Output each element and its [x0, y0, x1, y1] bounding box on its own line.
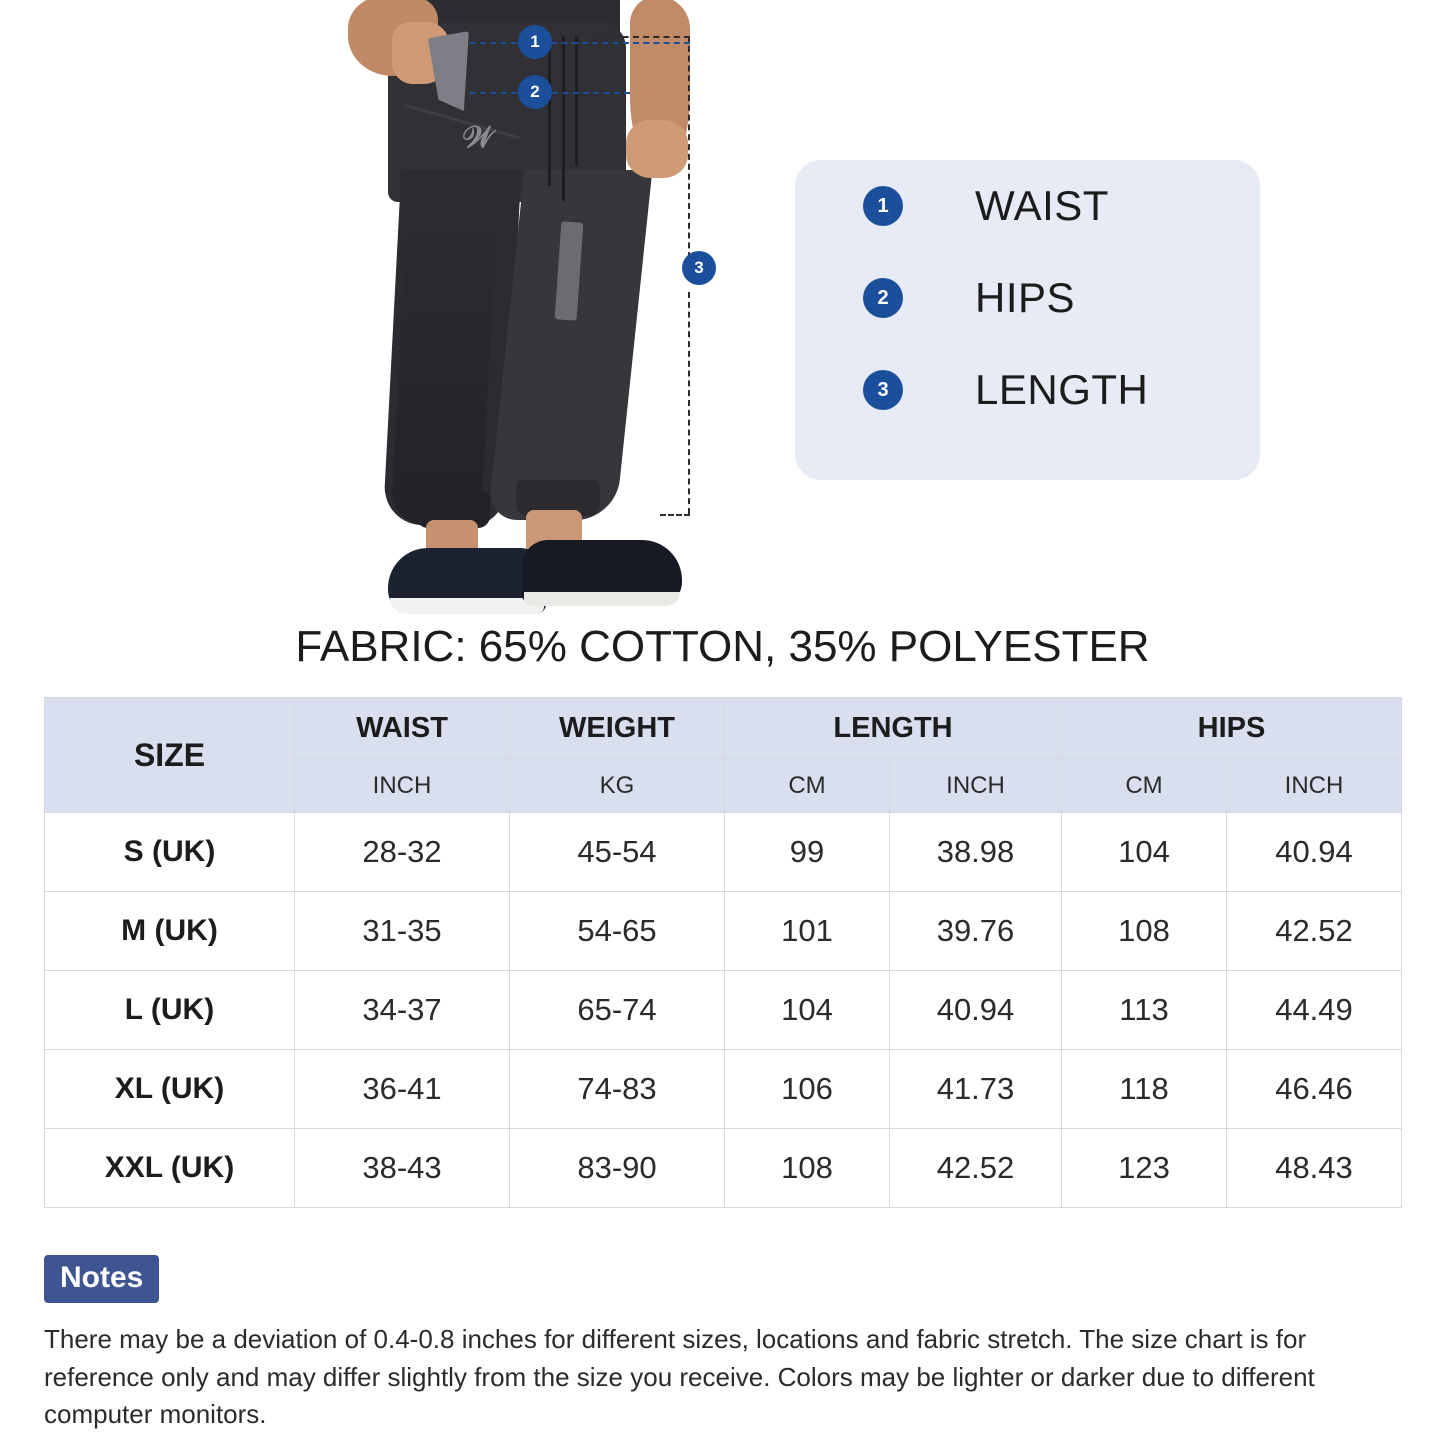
cell-hips-cm: 123 — [1062, 1129, 1227, 1208]
legend-item-waist — [795, 160, 1260, 252]
table-header-waist: WAIST — [295, 698, 510, 760]
brand-logo-icon: 𝒲 — [462, 120, 494, 155]
drawstring — [548, 36, 551, 186]
notes-section — [44, 1255, 1404, 1434]
table-header-weight: WEIGHT — [510, 698, 725, 760]
cell-hips-cm: 113 — [1062, 971, 1227, 1050]
length-guide-lower — [688, 292, 690, 514]
cell-hips-cm: 104 — [1062, 813, 1227, 892]
table-header-length: LENGTH — [725, 698, 1062, 760]
measurement-legend — [795, 160, 1260, 480]
product-illustration — [0, 0, 1445, 630]
cell-waist-inch: 38-43 — [295, 1129, 510, 1208]
cell-hips-inch: 46.46 — [1227, 1050, 1402, 1129]
cell-hips-inch: 40.94 — [1227, 813, 1402, 892]
legend-item-hips — [795, 252, 1260, 344]
cell-length-inch: 39.76 — [890, 892, 1062, 971]
length-guide-upper — [688, 36, 690, 268]
cell-hips-cm: 118 — [1062, 1050, 1227, 1129]
cell-length-cm: 104 — [725, 971, 890, 1050]
legend-item-length — [795, 344, 1260, 436]
table-row — [45, 813, 1402, 892]
cell-hips-inch: 48.43 — [1227, 1129, 1402, 1208]
cell-length-cm: 99 — [725, 813, 890, 892]
table-row — [45, 971, 1402, 1050]
cell-size: M (UK) — [45, 892, 295, 971]
table-unit-length-inch: INCH — [890, 760, 1062, 813]
table-header-size: SIZE — [45, 698, 295, 813]
cell-waist-inch: 28-32 — [295, 813, 510, 892]
waist-guide-line — [470, 42, 690, 44]
cell-size: XXL (UK) — [45, 1129, 295, 1208]
table-row — [45, 1129, 1402, 1208]
cell-size: XL (UK) — [45, 1050, 295, 1129]
cell-length-inch: 38.98 — [890, 813, 1062, 892]
cell-size: L (UK) — [45, 971, 295, 1050]
cell-length-cm: 108 — [725, 1129, 890, 1208]
cell-waist-inch: 36-41 — [295, 1050, 510, 1129]
legend-label-hips: HIPS — [975, 274, 1076, 321]
right-hand — [626, 120, 688, 178]
table-unit-hips-cm: CM — [1062, 760, 1227, 813]
cell-weight-kg: 54-65 — [510, 892, 725, 971]
table-row — [45, 892, 1402, 971]
cell-hips-inch: 44.49 — [1227, 971, 1402, 1050]
drawstring — [575, 36, 578, 166]
cell-weight-kg: 65-74 — [510, 971, 725, 1050]
cell-size: S (UK) — [45, 813, 295, 892]
length-bottom-tick — [660, 514, 690, 516]
cell-hips-inch: 42.52 — [1227, 892, 1402, 971]
cell-weight-kg: 74-83 — [510, 1050, 725, 1129]
legend-label-waist: WAIST — [975, 182, 1109, 229]
cell-hips-cm: 108 — [1062, 892, 1227, 971]
fabric-composition: FABRIC: 65% COTTON, 35% POLYESTER — [295, 622, 1150, 671]
cell-waist-inch: 31-35 — [295, 892, 510, 971]
cell-waist-inch: 34-37 — [295, 971, 510, 1050]
cell-length-cm: 106 — [725, 1050, 890, 1129]
callout-badge-length: 3 — [682, 251, 716, 285]
legend-label-length: LENGTH — [975, 366, 1149, 413]
callout-badge-hips: 2 — [518, 75, 552, 109]
callout-badge-waist: 1 — [518, 25, 552, 59]
notes-text: There may be a deviation of 0.4-0.8 inches for different sizes, locations and fabric stretch. The size chart is for reference only and may differ slightly from the size you receive. Colors may be lighter or darker due to different computer monitors. — [44, 1324, 1315, 1430]
legend-badge-1: 1 — [863, 186, 903, 226]
table-unit-weight-kg: KG — [510, 760, 725, 813]
length-top-tick — [592, 36, 690, 38]
cell-weight-kg: 45-54 — [510, 813, 725, 892]
table-unit-length-cm: CM — [725, 760, 890, 813]
legend-badge-2: 2 — [863, 278, 903, 318]
table-header-hips: HIPS — [1062, 698, 1402, 760]
cell-length-inch: 41.73 — [890, 1050, 1062, 1129]
drawstring — [562, 36, 565, 201]
cell-length-cm: 101 — [725, 892, 890, 971]
cell-weight-kg: 83-90 — [510, 1129, 725, 1208]
size-table — [44, 697, 1401, 1208]
cell-length-inch: 40.94 — [890, 971, 1062, 1050]
table-unit-hips-inch: INCH — [1227, 760, 1402, 813]
table-row — [45, 1050, 1402, 1129]
cell-length-inch: 42.52 — [890, 1129, 1062, 1208]
notes-badge: Notes — [44, 1255, 159, 1303]
legend-badge-3: 3 — [863, 370, 903, 410]
right-shoe — [522, 540, 682, 606]
table-unit-waist-inch: INCH — [295, 760, 510, 813]
